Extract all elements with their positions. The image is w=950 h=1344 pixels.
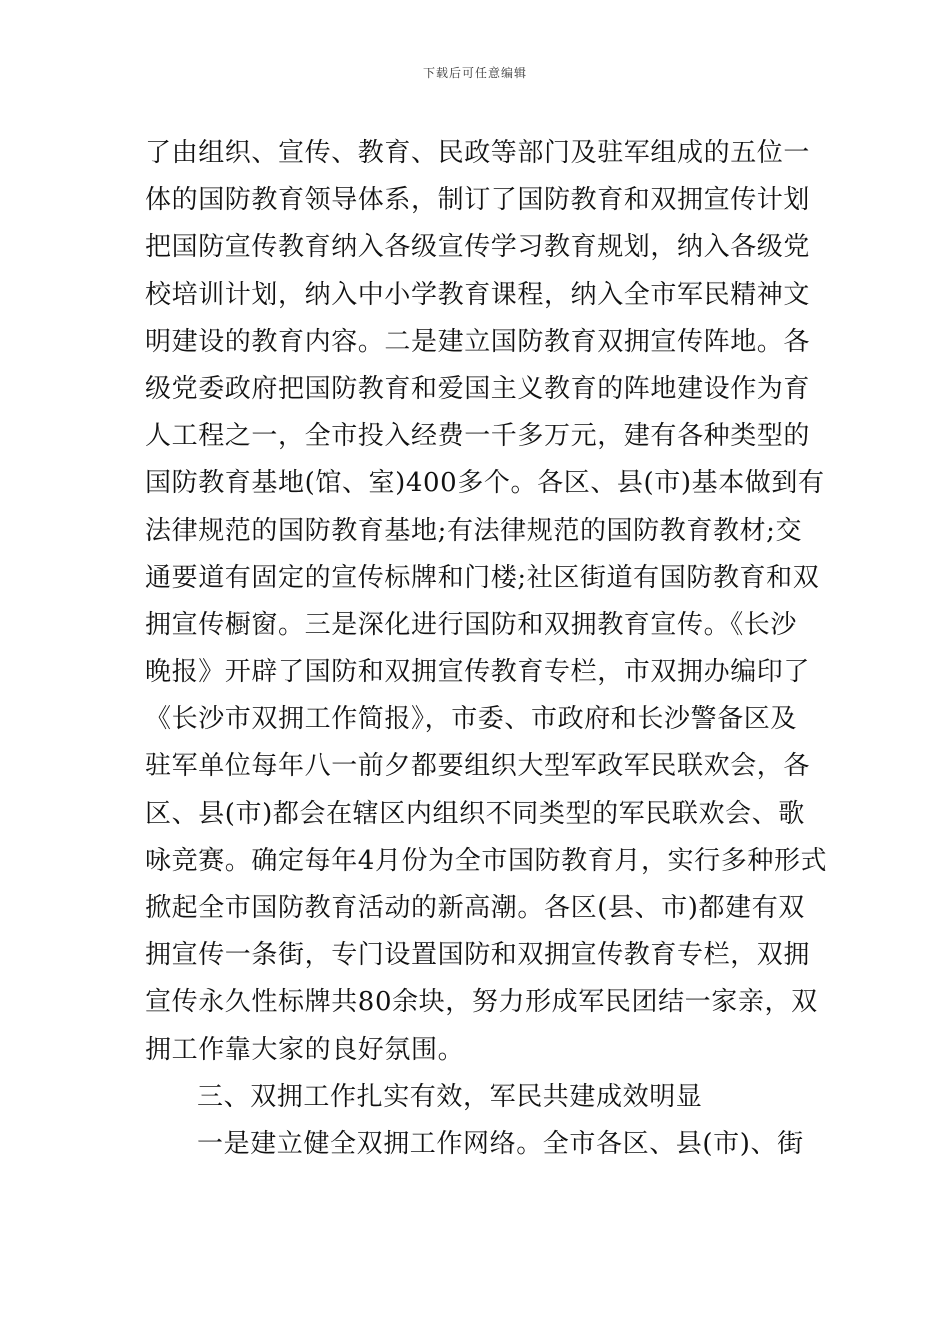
text-line: 国防教育基地(馆、室)400多个。各区、县(市)基本做到有 [145,468,825,499]
text-line: 人工程之一，全市投入经费一千多万元，建有各种类型的 [145,421,811,452]
text-line: 明建设的教育内容。二是建立国防教育双拥宣传阵地。各 [145,326,811,357]
text-line: 掀起全市国防教育活动的新高潮。各区(县、市)都建有双 [145,893,805,923]
body-text [145,130,828,1168]
text-line: 拥宣传一条街，专门设置国防和双拥宣传教育专栏，双拥 [145,940,811,971]
text-line: 区、县(市)都会在辖区内组织不同类型的军民联欢会、歌 [145,798,805,829]
text-line: 宣传永久性标牌共80余块，努力形成军民团结一家亲，双 [145,987,818,1018]
text-line: 晚报》开辟了国防和双拥宣传教育专栏，市双拥办编印了 [145,657,811,688]
text-line: 体的国防教育领导体系，制订了国防教育和双拥宣传计划 [145,185,811,216]
text-line: 级党委政府把国防教育和爱国主义教育的阵地建设作为育 [145,373,811,404]
text-line: 《长沙市双拥工作简报》，市委、市政府和长沙警备区及 [145,704,798,735]
text-line: 拥工作靠大家的良好氛围。 [145,1034,465,1065]
text-line: 驻军单位每年八一前夕都要组织大型军政军民联欢会，各 [145,751,811,782]
text-line: 了由组织、宣传、教育、民政等部门及驻军组成的五位一 [145,138,811,168]
download-note: 下载后可任意编辑 [422,66,527,80]
text-line: 法律规范的国防教育基地;有法律规范的国防教育教材;交 [145,515,803,546]
section-heading: 三、双拥工作扎实有效，军民共建成效明显 [197,1081,703,1112]
text-line: 拥宣传橱窗。三是深化进行国防和双拥教育宣传。《长沙 [145,609,798,640]
text-line: 通要道有固定的宣传标牌和门楼;社区街道有国防教育和双 [145,562,820,593]
text-line: 咏竞赛。确定每年4月份为全市国防教育月，实行多种形式 [145,845,828,876]
text-line: 一是建立健全双拥工作网络。全市各区、县(市)、街 [197,1128,804,1159]
text-line: 把国防宣传教育纳入各级宣传学习教育规划，纳入各级党 [145,232,811,263]
text-line: 校培训计划，纳入中小学教育课程，纳入全市军民精神文 [145,279,811,310]
